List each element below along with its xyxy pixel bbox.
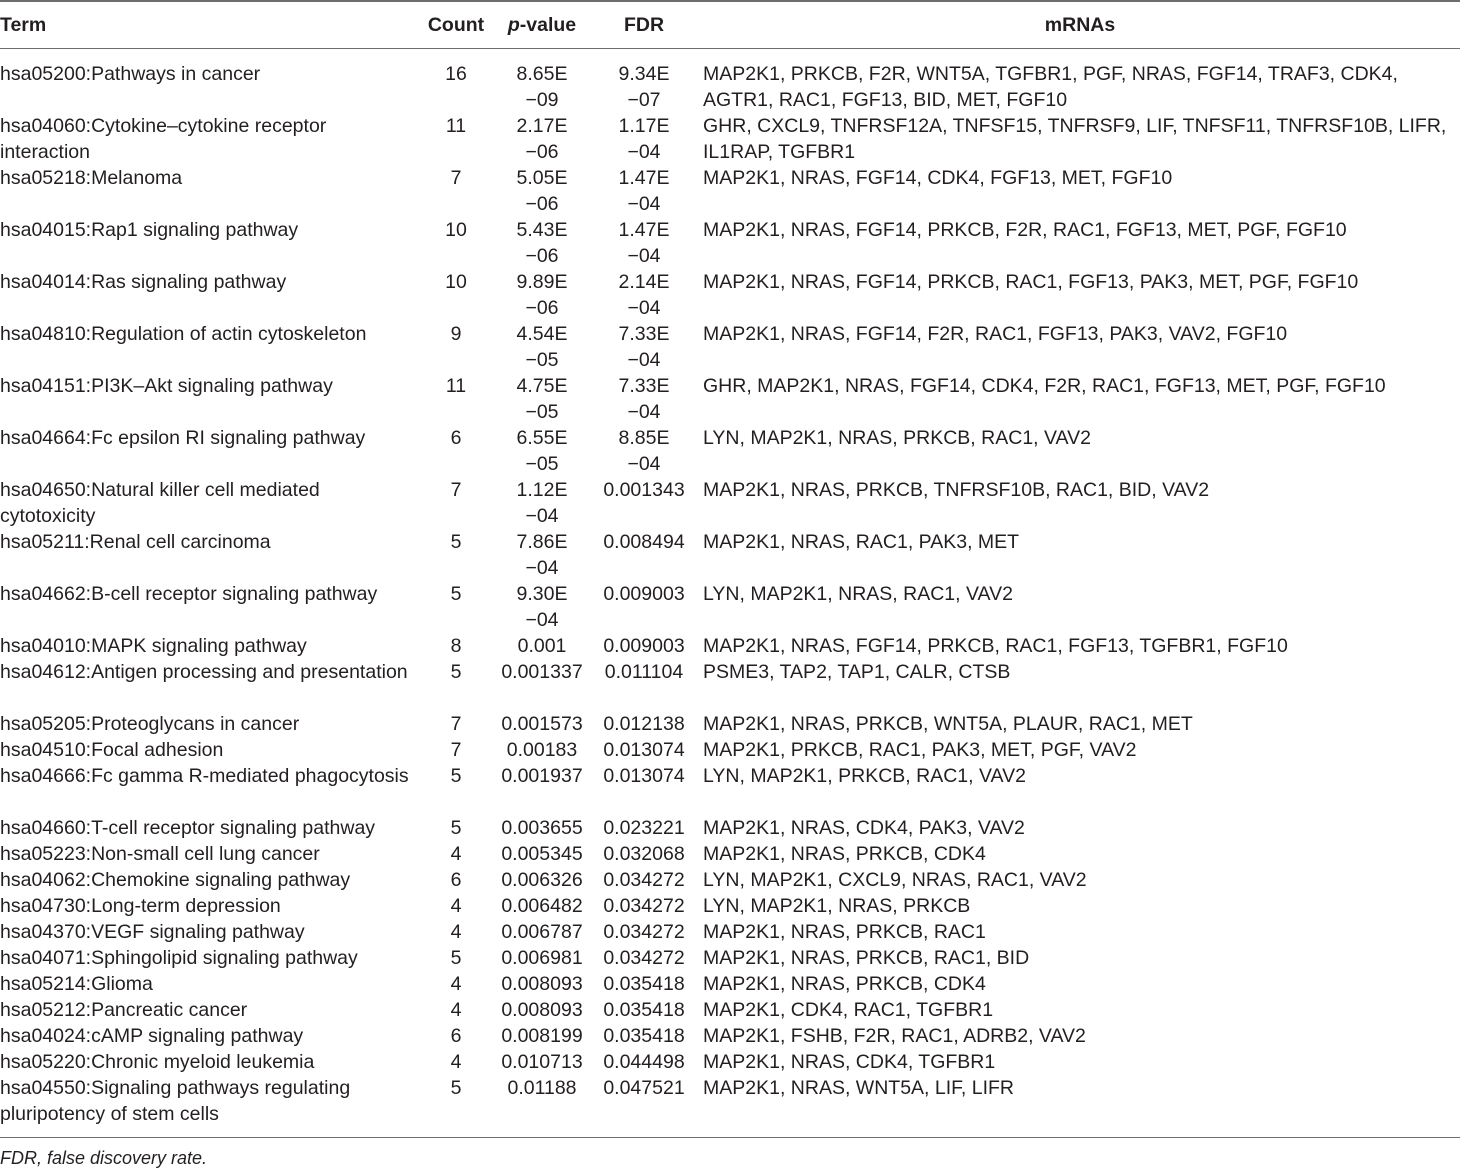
header-count: Count (427, 14, 485, 36)
term-cell: hsa04660:T-cell receptor signaling pathway (0, 817, 376, 839)
mrnas-cell: MAP2K1, CDK4, RAC1, TGFBR1 (703, 999, 994, 1021)
fdr-cell: 0.023221 (603, 817, 685, 839)
count-cell: 4 (450, 999, 462, 1021)
term-cell: hsa04664:Fc epsilon RI signaling pathway (0, 427, 366, 449)
p-value-cell: 5.43E −06 (516, 219, 568, 267)
header-p-suffix: -value (519, 14, 577, 36)
header-rule (0, 48, 1460, 49)
p-value-cell: 0.003655 (501, 817, 583, 839)
count-cell: 6 (450, 869, 462, 891)
fdr-cell: 8.85E −04 (618, 427, 670, 475)
mrnas-cell: MAP2K1, NRAS, FGF14, PRKCB, RAC1, FGF13, PAK3, MET, PGF, FGF10 (703, 271, 1359, 293)
p-value-cell: 4.54E −05 (516, 323, 568, 371)
mrnas-cell: MAP2K1, PRKCB, RAC1, PAK3, MET, PGF, VAV2 (703, 739, 1137, 761)
table-row (0, 373, 1460, 425)
p-value-cell: 0.001573 (501, 713, 583, 735)
p-value-cell: 0.010713 (501, 1051, 583, 1073)
count-cell: 7 (450, 167, 462, 189)
count-cell: 6 (450, 427, 462, 449)
header-term: Term (0, 14, 47, 36)
table-row (0, 763, 1460, 815)
mrnas-cell: MAP2K1, NRAS, PRKCB, TNFRSF10B, RAC1, BID, VAV2 (703, 479, 1210, 501)
term-cell: hsa04662:B-cell receptor signaling pathway (0, 583, 378, 605)
term-cell: hsa05211:Renal cell carcinoma (0, 531, 271, 553)
fdr-cell: 0.035418 (603, 973, 685, 995)
fdr-cell: 7.33E −04 (618, 375, 670, 423)
bottom-rule (0, 1137, 1460, 1138)
fdr-cell: 1.47E −04 (618, 167, 670, 215)
p-value-cell: 7.86E −04 (516, 531, 568, 579)
p-value-cell: 0.008093 (501, 973, 583, 995)
mrnas-cell: MAP2K1, NRAS, PRKCB, WNT5A, PLAUR, RAC1, MET (703, 713, 1193, 735)
p-value-cell: 0.008199 (501, 1025, 583, 1047)
count-cell: 16 (445, 63, 467, 85)
fdr-cell: 0.013074 (603, 765, 685, 787)
p-value-cell: 0.00183 (506, 739, 578, 761)
mrnas-cell: LYN, MAP2K1, NRAS, RAC1, VAV2 (703, 583, 1013, 605)
fdr-cell: 0.001343 (603, 479, 685, 501)
table-row (0, 841, 1460, 867)
mrnas-cell: MAP2K1, NRAS, FGF14, PRKCB, F2R, RAC1, FGF13, MET, PGF, FGF10 (703, 219, 1347, 241)
table-row (0, 165, 1460, 217)
table-row (0, 321, 1460, 373)
p-value-cell: 2.17E −06 (516, 115, 568, 163)
fdr-cell: 0.047521 (603, 1077, 685, 1099)
header-p-value (495, 12, 589, 38)
table-row (0, 1075, 1460, 1127)
table-row (0, 529, 1460, 581)
mrnas-cell: GHR, MAP2K1, NRAS, FGF14, CDK4, F2R, RAC1, FGF13, MET, PGF, FGF10 (703, 375, 1386, 397)
table-row (0, 1049, 1460, 1075)
table-row (0, 581, 1460, 633)
mrnas-cell: MAP2K1, NRAS, WNT5A, LIF, LIFR (703, 1077, 1014, 1099)
table-row (0, 61, 1460, 113)
term-cell: hsa04370:VEGF signaling pathway (0, 921, 305, 943)
mrnas-cell: MAP2K1, NRAS, PRKCB, RAC1 (703, 921, 986, 943)
p-value-cell: 9.30E −04 (516, 583, 568, 631)
table-row (0, 1023, 1460, 1049)
term-cell: hsa04151:PI3K–Akt signaling pathway (0, 375, 333, 397)
count-cell: 10 (445, 219, 467, 241)
count-cell: 5 (450, 765, 462, 787)
p-value-cell: 0.006482 (501, 895, 583, 917)
mrnas-cell: LYN, MAP2K1, PRKCB, RAC1, VAV2 (703, 765, 1026, 787)
count-cell: 5 (450, 583, 462, 605)
count-cell: 4 (450, 921, 462, 943)
table-row (0, 477, 1460, 529)
term-cell: hsa04014:Ras signaling pathway (0, 271, 287, 293)
count-cell: 7 (450, 479, 462, 501)
table-row (0, 815, 1460, 841)
header-mrnas: mRNAs (1044, 14, 1116, 36)
fdr-cell: 9.34E −07 (618, 63, 670, 111)
p-value-cell: 6.55E −05 (516, 427, 568, 475)
count-cell: 8 (450, 635, 462, 657)
fdr-cell: 0.011104 (604, 661, 684, 683)
mrnas-cell: LYN, MAP2K1, CXCL9, NRAS, RAC1, VAV2 (703, 869, 1087, 891)
mrnas-cell: MAP2K1, PRKCB, F2R, WNT5A, TGFBR1, PGF, NRAS, FGF14, TRAF3, CDK4, AGTR1, RAC1, FGF13, BID, MET, FGF10 (703, 63, 1398, 111)
table-row (0, 867, 1460, 893)
fdr-cell: 1.17E −04 (618, 115, 670, 163)
p-value-cell: 0.01188 (507, 1077, 577, 1099)
fdr-cell: 0.035418 (603, 1025, 685, 1047)
header-p-italic: p (507, 14, 520, 36)
count-cell: 4 (450, 843, 462, 865)
count-cell: 5 (450, 817, 462, 839)
count-cell: 5 (450, 531, 462, 553)
fdr-cell: 1.47E −04 (618, 219, 670, 267)
table-row (0, 893, 1460, 919)
term-cell: hsa05200:Pathways in cancer (0, 63, 261, 85)
mrnas-cell: MAP2K1, NRAS, PRKCB, CDK4 (703, 973, 986, 995)
table-row (0, 633, 1460, 659)
mrnas-cell: MAP2K1, NRAS, FGF14, CDK4, FGF13, MET, FGF10 (703, 167, 1173, 189)
term-cell: hsa04730:Long-term depression (0, 895, 281, 917)
term-cell: hsa05205:Proteoglycans in cancer (0, 713, 300, 735)
table-row (0, 113, 1460, 165)
count-cell: 7 (450, 739, 462, 761)
term-cell: hsa04024:cAMP signaling pathway (0, 1025, 304, 1047)
p-value-cell: 8.65E −09 (516, 63, 568, 111)
table-row (0, 217, 1460, 269)
table-row (0, 945, 1460, 971)
p-value-cell: 0.006981 (501, 947, 583, 969)
mrnas-cell: MAP2K1, NRAS, CDK4, TGFBR1 (703, 1051, 996, 1073)
fdr-cell: 0.034272 (603, 869, 685, 891)
term-cell: hsa04666:Fc gamma R-mediated phagocytosis (0, 765, 409, 787)
p-value-cell: 0.005345 (501, 843, 583, 865)
count-cell: 4 (450, 973, 462, 995)
fdr-cell: 0.035418 (603, 999, 685, 1021)
table-body (0, 61, 1460, 1127)
p-value-cell: 1.12E −04 (516, 479, 568, 527)
count-cell: 6 (450, 1025, 462, 1047)
count-cell: 7 (450, 713, 462, 735)
p-value-cell: 0.001337 (501, 661, 583, 683)
mrnas-cell: LYN, MAP2K1, NRAS, PRKCB (703, 895, 971, 917)
term-cell: hsa04612:Antigen processing and presentation (0, 661, 408, 683)
table-row (0, 737, 1460, 763)
term-cell: hsa05214:Glioma (0, 973, 153, 995)
table-row (0, 997, 1460, 1023)
fdr-cell: 0.008494 (603, 531, 685, 553)
table-row (0, 919, 1460, 945)
count-cell: 11 (445, 115, 467, 137)
term-cell: hsa04071:Sphingolipid signaling pathway (0, 947, 358, 969)
fdr-cell: 0.034272 (603, 921, 685, 943)
fdr-cell: 2.14E −04 (618, 271, 670, 319)
table-row (0, 659, 1460, 711)
table-row (0, 711, 1460, 737)
term-cell: hsa04062:Chemokine signaling pathway (0, 869, 351, 891)
fdr-cell: 0.013074 (603, 739, 685, 761)
p-value-cell: 0.001 (517, 635, 567, 657)
term-cell: hsa04010:MAPK signaling pathway (0, 635, 307, 657)
mrnas-cell: MAP2K1, NRAS, CDK4, PAK3, VAV2 (703, 817, 1025, 839)
count-cell: 4 (450, 1051, 462, 1073)
term-cell: hsa04550:Signaling pathways regulating pluripotency of stem cells (0, 1077, 351, 1125)
count-cell: 9 (450, 323, 462, 345)
fdr-cell: 0.034272 (603, 947, 685, 969)
fdr-cell: 0.044498 (603, 1051, 685, 1073)
term-cell: hsa04810:Regulation of actin cytoskeleton (0, 323, 367, 345)
count-cell: 5 (450, 661, 462, 683)
term-cell: hsa04060:Cytokine–cytokine receptor interaction (0, 115, 327, 163)
count-cell: 5 (450, 1077, 462, 1099)
p-value-cell: 0.001937 (501, 765, 583, 787)
table-header (0, 0, 1460, 48)
count-cell: 11 (445, 375, 467, 397)
fdr-cell: 0.034272 (603, 895, 685, 917)
mrnas-cell: LYN, MAP2K1, NRAS, PRKCB, RAC1, VAV2 (703, 427, 1091, 449)
table-row (0, 269, 1460, 321)
fdr-cell: 0.009003 (603, 583, 685, 605)
table-footnote: FDR, false discovery rate. (0, 1148, 208, 1168)
table-row (0, 425, 1460, 477)
fdr-cell: 0.032068 (603, 843, 685, 865)
table-row (0, 971, 1460, 997)
mrnas-cell: MAP2K1, NRAS, PRKCB, CDK4 (703, 843, 986, 865)
mrnas-cell: MAP2K1, NRAS, FGF14, PRKCB, RAC1, FGF13, TGFBR1, FGF10 (703, 635, 1288, 657)
fdr-cell: 0.012138 (603, 713, 685, 735)
mrnas-cell: GHR, CXCL9, TNFRSF12A, TNFSF15, TNFRSF9, LIF, TNFSF11, TNFRSF10B, LIFR, IL1RAP, TGFBR1 (703, 115, 1447, 163)
term-cell: hsa04650:Natural killer cell mediated cytotoxicity (0, 479, 320, 527)
term-cell: hsa04015:Rap1 signaling pathway (0, 219, 299, 241)
count-cell: 10 (445, 271, 467, 293)
term-cell: hsa05212:Pancreatic cancer (0, 999, 248, 1021)
p-value-cell: 0.006787 (501, 921, 583, 943)
mrnas-cell: MAP2K1, NRAS, PRKCB, RAC1, BID (703, 947, 1030, 969)
term-cell: hsa05220:Chronic myeloid leukemia (0, 1051, 315, 1073)
mrnas-cell: MAP2K1, NRAS, FGF14, F2R, RAC1, FGF13, PAK3, VAV2, FGF10 (703, 323, 1288, 345)
mrnas-cell: PSME3, TAP2, TAP1, CALR, CTSB (703, 661, 1011, 683)
p-value-cell: 9.89E −06 (516, 271, 568, 319)
header-fdr: FDR (623, 14, 665, 36)
p-value-cell: 0.008093 (501, 999, 583, 1021)
term-cell: hsa05218:Melanoma (0, 167, 183, 189)
count-cell: 4 (450, 895, 462, 917)
term-cell: hsa05223:Non-small cell lung cancer (0, 843, 320, 865)
term-cell: hsa04510:Focal adhesion (0, 739, 224, 761)
mrnas-cell: MAP2K1, NRAS, RAC1, PAK3, MET (703, 531, 1020, 553)
p-value-cell: 0.006326 (501, 869, 583, 891)
p-value-cell: 5.05E −06 (516, 167, 568, 215)
p-value-cell: 4.75E −05 (516, 375, 568, 423)
mrnas-cell: MAP2K1, FSHB, F2R, RAC1, ADRB2, VAV2 (703, 1025, 1086, 1047)
fdr-cell: 0.009003 (603, 635, 685, 657)
count-cell: 5 (450, 947, 462, 969)
fdr-cell: 7.33E −04 (618, 323, 670, 371)
